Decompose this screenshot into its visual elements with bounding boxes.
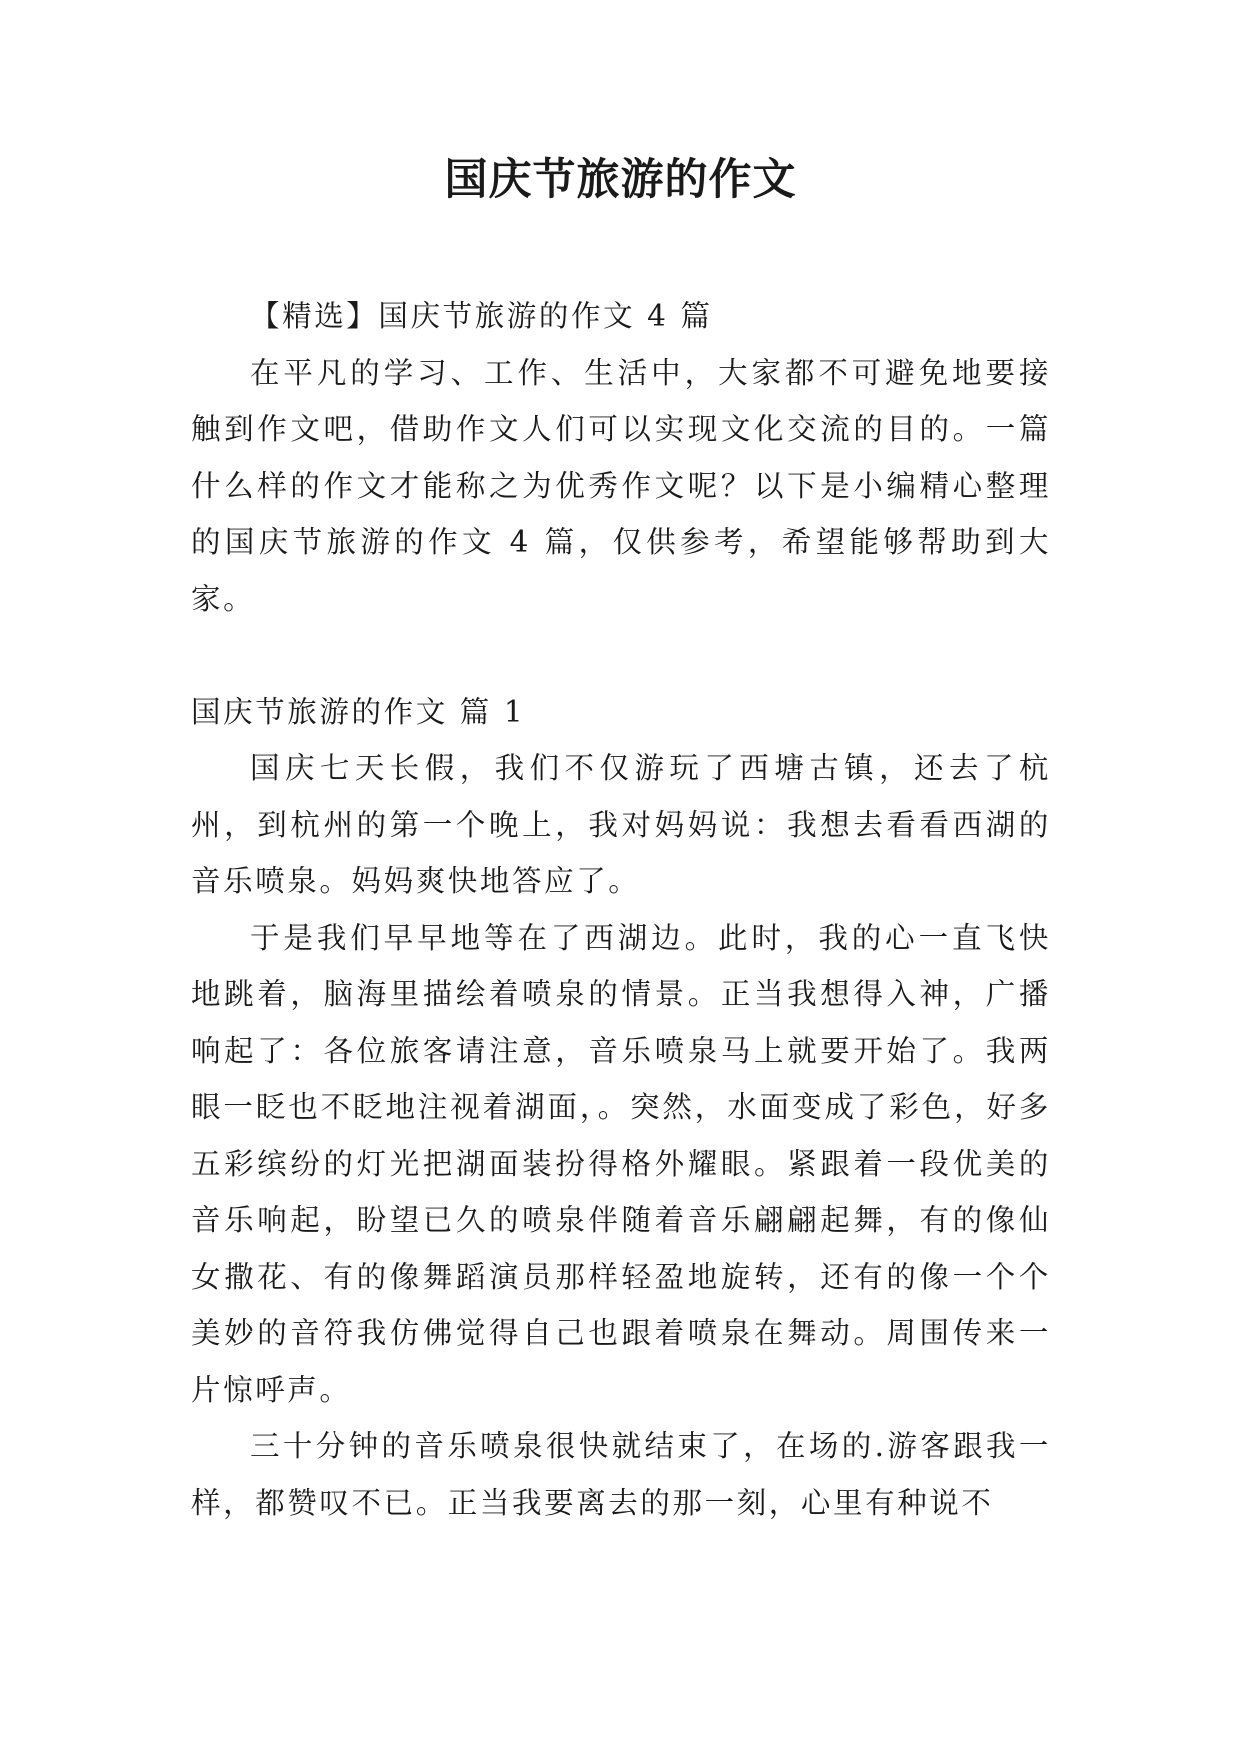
body-paragraph: 于是我们早早地等在了西湖边。此时，我的心一直飞快地跳着，脑海里描绘着喷泉的情景。正当我想得入神，广播响起了：各位旅客请注意，音乐喷泉马上就要开始了。我两眼一眨也不眨地注视着湖面，。突然，水面变成了彩色，好多五彩缤纷的灯光把湖面装扮得格外耀眼。紧跟着一段优美的音乐响起，盼望已久的喷泉伴随着音乐翩翩起舞，有的像仙女撒花、有的像舞蹈演员那样轻盈地旋转，还有的像一个个美妙的音符我仿佛觉得自己也跟着喷泉在舞动。周围传来一片惊呼声。 bbox=[191, 920, 1051, 1407]
document-body bbox=[191, 288, 1051, 1531]
intro-paragraph: 在平凡的学习、工作、生活中，大家都不可避免地要接触到作文吧，借助作文人们可以实现文化交流的目的。一篇什么样的作文才能称之为优秀作文呢？以下是小编精心整理的国庆节旅游的作文 4 篇，仅供参考，希望能够帮助到大家。 bbox=[191, 355, 1051, 616]
body-paragraph: 国庆七天长假，我们不仅游玩了西塘古镇，还去了杭州，到杭州的第一个晚上，我对妈妈说：我想去看看西湖的音乐喷泉。妈妈爽快地答应了。 bbox=[191, 751, 1051, 898]
document-subtitle: 【精选】国庆节旅游的作文 4 篇 bbox=[250, 299, 713, 333]
document-title: 国庆节旅游的作文 bbox=[444, 155, 797, 205]
section-heading: 国庆节旅游的作文 篇 1 bbox=[191, 694, 526, 729]
body-paragraph: 三十分钟的音乐喷泉很快就结束了，在场的.游客跟我一样，都赞叹不已。正当我要离去的那一刻，心里有种说不 bbox=[191, 1429, 1051, 1520]
